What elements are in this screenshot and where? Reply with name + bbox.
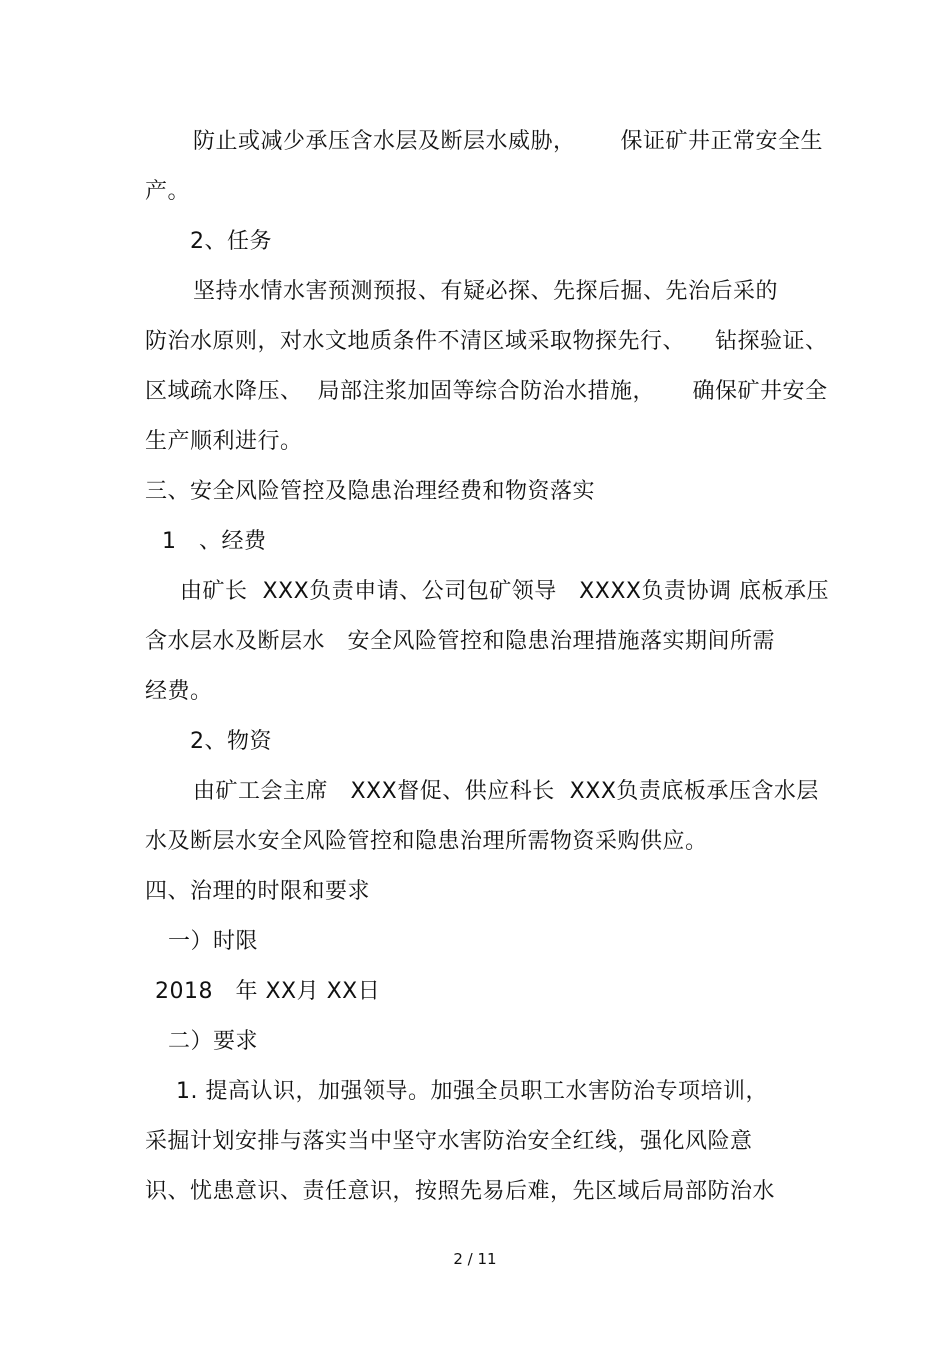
text-line: 坚持水情水害预测预报、有疑必探、先探后掘、先治后采的: [193, 279, 779, 304]
section-heading: 2、物资: [190, 729, 272, 754]
text-line: 生产顺利进行。: [145, 429, 303, 454]
page-number: 2 / 11: [453, 1250, 497, 1268]
text-line: 由矿工会主席 XXX督促、供应科长 XXX负责底板承压含水层: [193, 779, 819, 804]
section-heading: 四、治理的时限和要求: [145, 879, 371, 904]
text-line: 由矿长 XXX负责申请、公司包矿领导 XXXX负责协调 底板承压: [180, 579, 829, 604]
text-line: 水及断层水安全风险管控和隐患治理所需物资采购供应。: [145, 829, 708, 854]
text-line: 1. 提高认识，加强领导。加强全员职工水害防治专项培训，: [176, 1079, 768, 1104]
text-line: 区域疏水降压、 局部注浆加固等综合防治水措施， 确保矿井安全: [145, 379, 828, 404]
section-heading: 1 、经费: [162, 529, 267, 554]
text-line: 防止或减少承压含水层及断层水威胁， 保证矿井正常安全生: [193, 129, 823, 154]
text-line: 识、忧患意识、责任意识，按照先易后难，先区域后局部防治水: [145, 1179, 776, 1204]
text-line: 防治水原则，对水文地质条件不清区域采取物探先行、 钻探验证、: [145, 329, 828, 354]
section-heading: 二）要求: [168, 1029, 259, 1054]
text-line: 采掘计划安排与落实当中坚守水害防治安全红线，强化风险意: [145, 1129, 753, 1154]
section-heading: 一）时限: [168, 929, 259, 954]
section-heading: 三、安全风险管控及隐患治理经费和物资落实: [145, 479, 596, 504]
section-heading: 2、任务: [190, 229, 272, 254]
text-line: 含水层水及断层水 安全风险管控和隐患治理措施落实期间所需: [145, 629, 775, 654]
text-line: 经费。: [145, 679, 213, 704]
text-line: 产。: [145, 179, 191, 204]
text-line: 2018 年 XX月 XX日: [155, 979, 381, 1004]
